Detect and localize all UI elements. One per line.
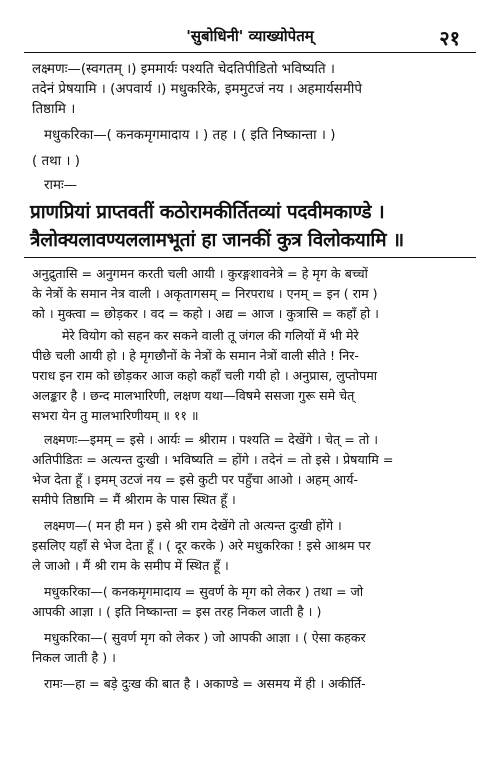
- commentary-line: पीछे चली आयी हो । हे मृगछौनों के नेत्रों के समान नेत्रों वाली सीते ! निर-: [32, 348, 359, 363]
- commentary-line: मधुकरिका—( कनकमृगमादाय = सुवर्ण के मृग को लेकर ) तथा = जो: [44, 584, 364, 599]
- commentary-line: सभरा येन तु मालभारिणीयम् ॥ ११ ॥: [32, 408, 199, 423]
- commentary-line: मधुकरिका—( सुवर्ण मृग को लेकर ) जो आपकी आज्ञा । ( ऐसा कहकर: [44, 630, 366, 645]
- verse-rule: [24, 257, 476, 258]
- speaker-rama: रामः—: [44, 178, 78, 193]
- commentary-line: पराध इन राम को छोड़कर आज कहो कहाँ चली गयी हो । अनुप्रास, लुप्तोपमा: [32, 368, 378, 383]
- verse-line: प्राणप्रियां प्राप्तवतीं कठोरामकीर्तितव्यां पदवीमकाण्डे ।: [30, 201, 385, 223]
- commentary-line: निकल जाती है ) ।: [32, 650, 116, 665]
- drama-line: ( तथा । ): [32, 154, 80, 169]
- verse-line: त्रैलोक्यलावण्यललामभूतां हा जानकीं कुत्र विलोकयामि ॥: [30, 229, 404, 251]
- header-rule: [24, 52, 476, 53]
- commentary-line: लक्ष्मणः—इमम् = इसे । आर्यः = श्रीराम । पश्यति = देखेंगे । चेत् = तो ।: [44, 432, 378, 447]
- drama-line: मधुकरिका—( कनकमृगमादाय । ) तह । ( इति निष्कान्ता । ): [44, 128, 336, 143]
- commentary-line: अलङ्कार है । छन्द मालभारिणी, लक्षण यथा—विषमे ससजा गुरू समे चेत्: [32, 388, 355, 403]
- commentary-line: समीपे तिष्ठामि = मैं श्रीराम के पास स्थित हूँ ।: [32, 492, 236, 507]
- commentary-line: लक्ष्मण—( मन ही मन ) इसे श्री राम देखेंगे तो अत्यन्त दुःखी होंगे ।: [44, 518, 342, 533]
- commentary-line: अतिपीडितः = अत्यन्त दुःखी । भविष्यति = होंगे । तदेनं = तो इसे । प्रेषयामि =: [32, 452, 394, 467]
- commentary-line: के नेत्रों के समान नेत्र वाली । अकृतागसम् = निरपराध । एनम् = इन ( राम ): [32, 286, 378, 301]
- running-header: [0, 26, 500, 50]
- commentary-line: आपकी आज्ञा । ( इति निष्कान्ता = इस तरह निकल जाती है । ): [32, 604, 322, 619]
- commentary-line: भेज देता हूँ । इमम् उटजं नय = इसे कुटी पर पहुँचा आओ । अहम् आर्य-: [32, 472, 358, 487]
- commentary-line: इसलिए यहाँ से भेज देता हूँ । ( दूर करके ) अरे मधुकरिका ! इसे आश्रम पर: [32, 538, 371, 553]
- commentary-line: ले जाओ । मैं श्री राम के समीप में स्थित हूँ ।: [32, 558, 229, 573]
- drama-line: तिष्ठामि ।: [32, 102, 76, 117]
- header-title: 'सुबोधिनी' व्याख्योपेतम्: [186, 27, 314, 45]
- commentary-line: मेरे वियोग को सहन कर सकने वाली तू जंगल की गलियों में भी मेरे: [62, 328, 359, 343]
- page-number: २१: [439, 26, 460, 50]
- commentary-line: रामः—हा = बड़े दुःख की बात है । अकाण्डे = असमय में ही । अकीर्ति-: [44, 676, 366, 691]
- drama-line: लक्ष्मणः—(स्वगतम् ।) इममार्यः पश्यति चेदतिपीडितो भविष्यति ।: [32, 62, 335, 77]
- drama-line: तदेनं प्रेषयामि । (अपवार्य ।) मधुकरिके, इममुटजं नय । अहमार्यसमीपे: [32, 82, 362, 97]
- commentary-line: को । मुक्त्वा = छोड़कर । वद = कहो । अद्य = आज । कुत्रासि = कहाँ हो ।: [32, 306, 379, 321]
- commentary-line: अनुद्रुतासि = अनुगमन करती चली आयी । कुरङ्गशावनेत्रे = हे मृग के बच्चों: [32, 266, 368, 281]
